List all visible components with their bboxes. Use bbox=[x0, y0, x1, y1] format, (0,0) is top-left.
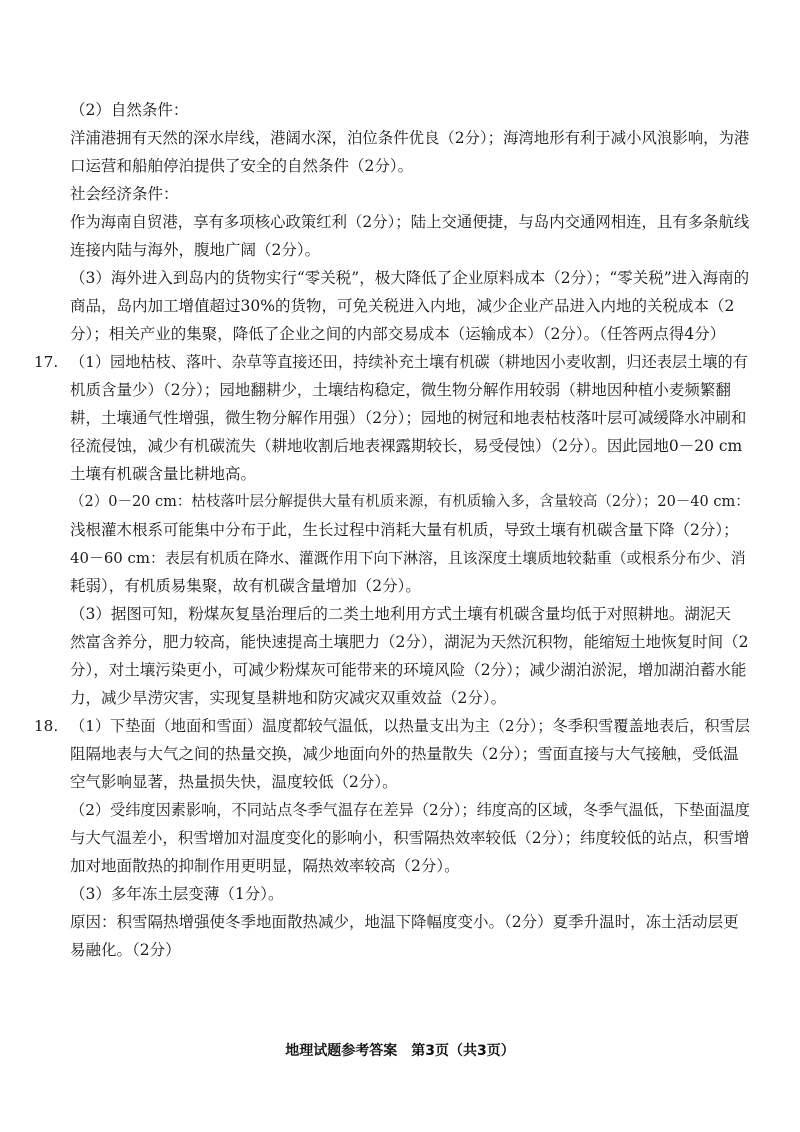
text-line bbox=[70, 908, 750, 936]
answer-paragraph bbox=[70, 488, 750, 600]
line-text: 径流侵蚀，减少有机碳流失（耕地收割后地表裸露期较长，易受侵蚀）（2分）。因此园地0－20 cm bbox=[70, 437, 743, 455]
answer-paragraph bbox=[70, 180, 750, 208]
line-text: 原因：积雪隔热增强使冬季地面散热减少，地温下降幅度变小。（2分）夏季升温时，冻土活动层更 bbox=[70, 913, 739, 931]
text-line bbox=[70, 936, 750, 964]
text-line bbox=[70, 880, 750, 908]
text-line bbox=[70, 544, 750, 572]
line-text: 分）；相关产业的集聚，降低了企业之间的内部交易成本（运输成本）（2分）。（任答两点得4分） bbox=[70, 325, 726, 343]
answer-paragraph bbox=[70, 124, 750, 180]
text-line bbox=[70, 684, 750, 712]
line-text: 土壤有机碳含量比耕地高。 bbox=[70, 465, 257, 483]
answer-content bbox=[34, 96, 750, 964]
text-line bbox=[70, 320, 750, 348]
text-line bbox=[70, 124, 750, 152]
line-text: 易融化。（2分） bbox=[70, 941, 181, 959]
answer-paragraph bbox=[34, 348, 750, 488]
answer-paragraph bbox=[70, 880, 750, 908]
text-line bbox=[70, 180, 750, 208]
text-line bbox=[34, 712, 750, 740]
text-line bbox=[70, 152, 750, 180]
text-line bbox=[70, 404, 750, 432]
text-line bbox=[70, 236, 750, 264]
line-text: （2）0－20 cm：枯枝落叶层分解提供大量有机质来源，有机质输入多，含量较高（2分）；20－40 cm： bbox=[70, 494, 750, 510]
page-footer: 地理试题参考答案 第3页（共3页） bbox=[285, 1043, 515, 1059]
text-line bbox=[70, 264, 750, 292]
text-line bbox=[70, 768, 750, 796]
line-text: 与大气温差小，积雪增加对温度变化的影响小，积雪隔热效率较低（2分）；纬度较低的站点，积雪增 bbox=[70, 829, 750, 847]
line-text: 40－60 cm：表层有机质在降水、灌溉作用下向下淋溶，且该深度土壤质地较黏重（或根系分布少、消 bbox=[70, 549, 746, 567]
line-text: （3）据图可知，粉煤灰复垦治理后的二类土地利用方式土壤有机碳含量均低于对照耕地。湖泥天 bbox=[70, 605, 731, 623]
text-line bbox=[70, 96, 750, 124]
answer-paragraph bbox=[70, 96, 750, 124]
text-line bbox=[70, 376, 750, 404]
text-line bbox=[70, 460, 750, 488]
line-text: 商品，岛内加工增值超过30%的货物，可免关税进入内地，减少企业产品进入内地的关税成本（2 bbox=[70, 297, 735, 315]
text-line bbox=[70, 488, 750, 516]
line-text: （2）受纬度因素影响，不同站点冬季气温存在差异（2分）；纬度高的区域，冬季气温低，下垫面温度 bbox=[70, 801, 750, 819]
text-line bbox=[70, 600, 750, 628]
line-text: （3）多年冻土层变薄（1分）。 bbox=[70, 885, 284, 903]
line-text: 口运营和船舶停泊提供了安全的自然条件（2分）。 bbox=[70, 157, 414, 175]
line-text: 空气影响显著，热量损失快，温度较低（2分）。 bbox=[70, 773, 398, 791]
text-line bbox=[70, 824, 750, 852]
text-line bbox=[34, 348, 750, 376]
line-text: 力，减少旱涝灾害，实现复垦耕地和防灾减灾双重效益（2分）。 bbox=[70, 689, 507, 707]
text-line bbox=[70, 572, 750, 600]
line-text: 作为海南自贸港，享有多项核心政策红利（2分）；陆上交通便捷，与岛内交通网相连，且有多条航线 bbox=[70, 213, 750, 231]
line-text: 耗弱），有机质易集聚，故有机碳含量增加（2分）。 bbox=[70, 577, 421, 595]
line-text: 加对地面散热的抑制作用更明显，隔热效率较高（2分）。 bbox=[70, 857, 460, 875]
text-line bbox=[70, 740, 750, 768]
line-text: （1）下垫面（地面和雪面）温度都较气温低，以热量支出为主（2分）；冬季积雪覆盖地表后，积雪层 bbox=[70, 717, 750, 735]
answer-paragraph bbox=[70, 796, 750, 880]
text-line bbox=[70, 628, 750, 656]
line-text: （2）自然条件： bbox=[70, 101, 189, 119]
text-line bbox=[70, 796, 750, 824]
text-line bbox=[70, 292, 750, 320]
line-text: 阻隔地表与大气之间的热量交换，减少地面向外的热量散失（2分）；雪面直接与大气接触，受低温 bbox=[70, 745, 739, 763]
line-text: 连接内陆与海外，腹地广阔（2分）。 bbox=[70, 241, 321, 259]
text-line bbox=[70, 852, 750, 880]
text-line bbox=[70, 516, 750, 544]
line-text: 耕，土壤通气性增强，微生物分解作用强）（2分）；园地的树冠和地表枯枝落叶层可减缓降水冲刷和 bbox=[70, 409, 747, 427]
question-number: 18. bbox=[34, 717, 59, 735]
line-text: 洋浦港拥有天然的深水岸线，港阔水深，泊位条件优良（2分）；海湾地形有利于减小风浪影响，为港 bbox=[70, 129, 750, 147]
answer-paragraph bbox=[34, 712, 750, 796]
text-line bbox=[70, 432, 750, 460]
question-number: 17. bbox=[34, 353, 59, 371]
answer-paragraph bbox=[70, 208, 750, 264]
answer-paragraph bbox=[70, 600, 750, 712]
line-text: 浅根灌木根系可能集中分布于此，生长过程中消耗大量有机质，导致土壤有机碳含量下降（2分）； bbox=[70, 521, 739, 539]
line-text: （3）海外进入到岛内的货物实行“零关税”，极大降低了企业原料成本（2分）；“零关税”进入海南的 bbox=[70, 269, 750, 287]
answer-paragraph bbox=[70, 264, 750, 348]
line-text: 社会经济条件： bbox=[70, 185, 179, 203]
text-line bbox=[70, 656, 750, 684]
line-text: 然富含养分，肥力较高，能快速提高土壤肥力（2分），湖泥为天然沉积物，能缩短土地恢复时间（2 bbox=[70, 633, 749, 651]
line-text: 机质含量少）（2分）；园地翻耕少，土壤结构稳定，微生物分解作用较弱（耕地因种植小麦频繁翻 bbox=[70, 381, 731, 399]
text-line bbox=[70, 208, 750, 236]
line-text: 分），对土壤污染更小，可减少粉煤灰可能带来的环境风险（2分）；减少湖泊淤泥，增加湖泊蓄水能 bbox=[70, 661, 747, 679]
answer-paragraph bbox=[70, 908, 750, 964]
line-text: （1）园地枯枝、落叶、杂草等直接还田，持续补充土壤有机碳（耕地因小麦收割，归还表层土壤的有 bbox=[70, 353, 748, 371]
